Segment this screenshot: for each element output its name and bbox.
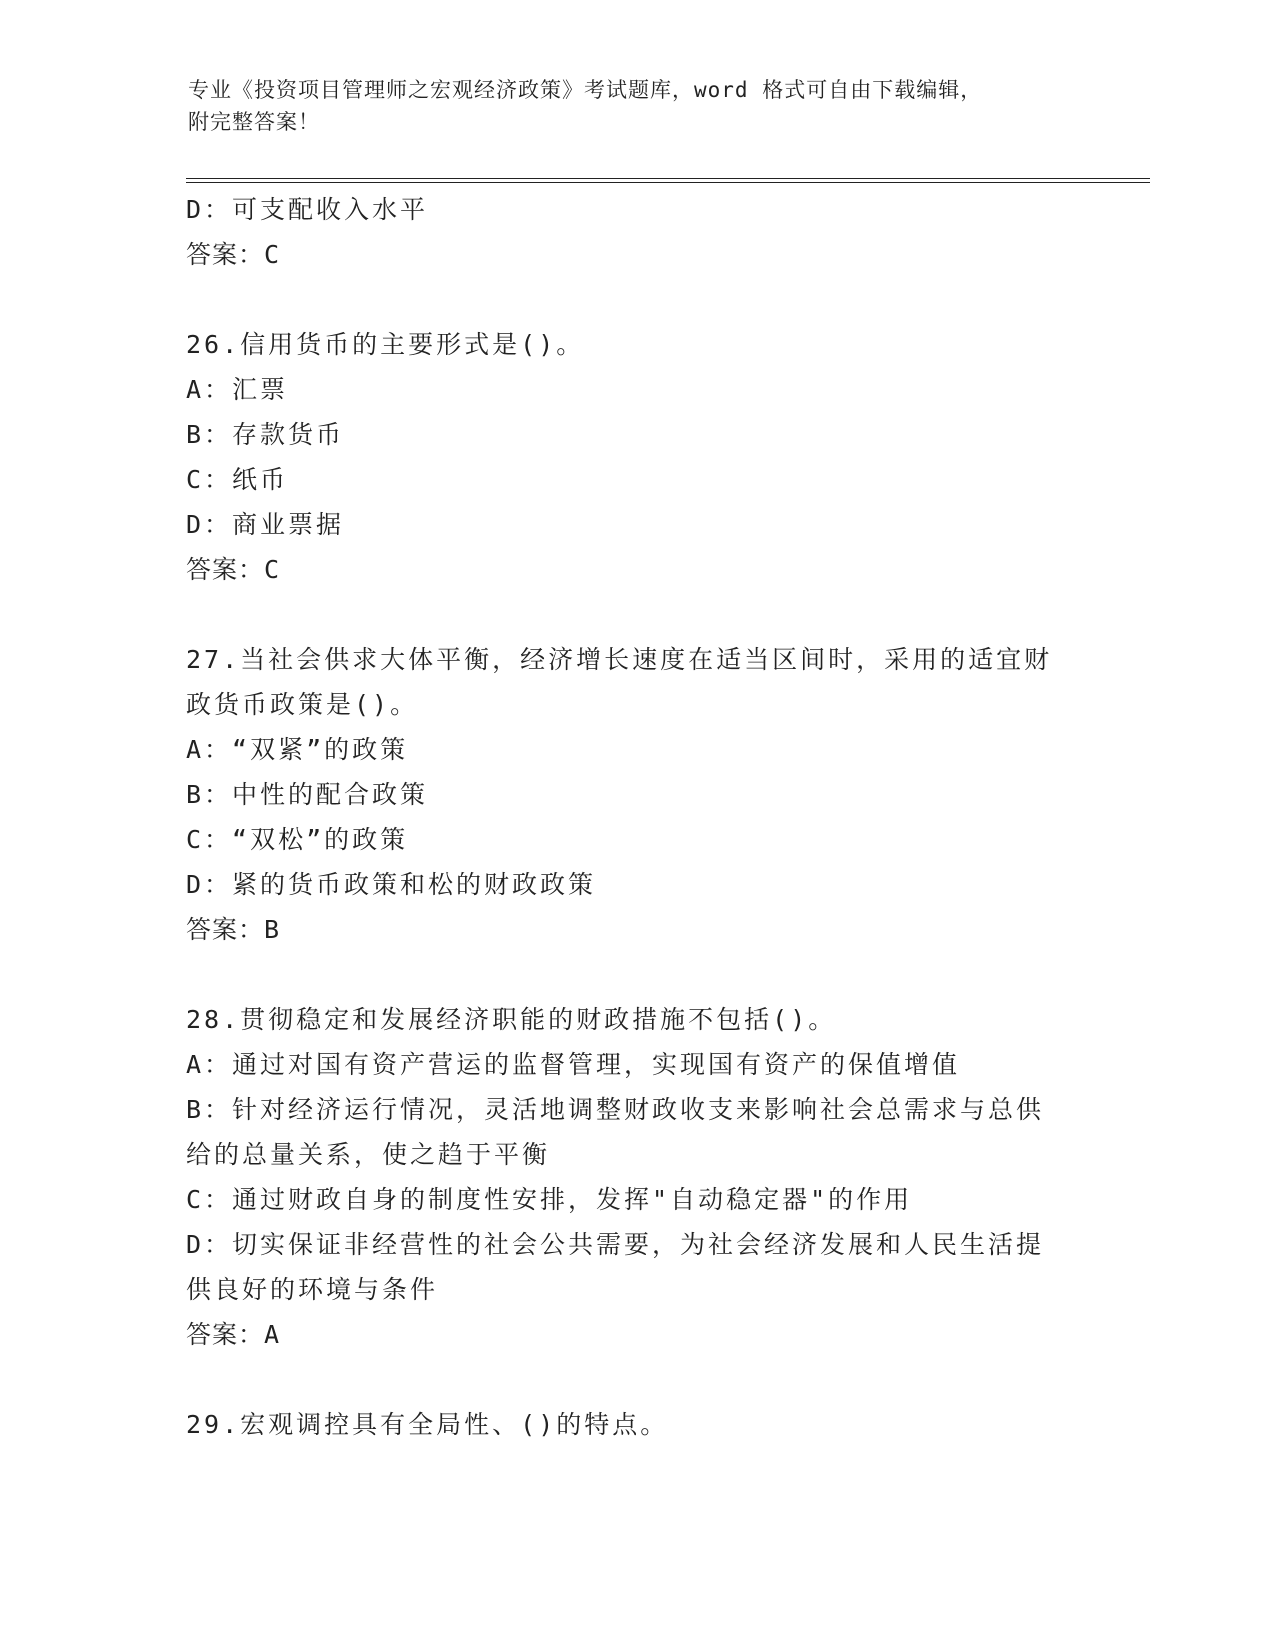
question-28-stem: 28.贯彻稳定和发展经济职能的财政措施不包括()。 (186, 1005, 837, 1034)
prev-option-d: D：可支配收入水平 (186, 195, 429, 224)
answer-label: 答案： (186, 1320, 265, 1349)
question-28-option-a: A：通过对国有资产营运的监督管理，实现国有资产的保值增值 (186, 1050, 961, 1079)
question-27-stem-line-2: 政货币政策是()。 (186, 690, 419, 719)
answer-label: 答案： (186, 915, 265, 944)
header-divider-bottom (186, 182, 1150, 183)
document-header (188, 74, 1088, 138)
question-26-option-c: C：纸币 (186, 465, 289, 494)
answer-value: C (264, 555, 281, 584)
question-26-answer (186, 554, 280, 586)
answer-value: A (264, 1320, 281, 1349)
header-line-2: 附完整答案！ (188, 110, 320, 134)
question-26-option-a: A：汇票 (186, 375, 289, 404)
question-28-option-d-line-2: 供良好的环境与条件 (186, 1275, 439, 1304)
question-26-stem: 26.信用货币的主要形式是()。 (186, 330, 585, 359)
question-26-option-b: B：存款货币 (186, 420, 345, 449)
header-line-1: 专业《投资项目管理师之宏观经济政策》考试题库，word 格式可自由下载编辑， (188, 78, 983, 102)
question-27-option-a: A：“双紧”的政策 (186, 735, 409, 764)
question-28-option-b-line-1: B：针对经济运行情况，灵活地调整财政收支来影响社会总需求与总供 (186, 1095, 1045, 1124)
question-26-option-d: D：商业票据 (186, 510, 345, 539)
question-28-option-b-line-2: 给的总量关系，使之趋于平衡 (186, 1140, 551, 1169)
question-27-option-b: B：中性的配合政策 (186, 780, 429, 809)
answer-label: 答案： (186, 240, 265, 269)
header-divider-top (186, 178, 1150, 179)
question-27-answer (186, 914, 280, 946)
prev-answer (186, 239, 280, 271)
question-28-option-d-line-1: D：切实保证非经营性的社会公共需要，为社会经济发展和人民生活提 (186, 1230, 1045, 1259)
question-27-stem-line-1: 27.当社会供求大体平衡，经济增长速度在适当区间时，采用的适宜财 (186, 645, 1053, 674)
question-29-stem: 29.宏观调控具有全局性、()的特点。 (186, 1410, 669, 1439)
question-27-option-d: D：紧的货币政策和松的财政政策 (186, 870, 597, 899)
answer-value: C (264, 240, 281, 269)
question-28-answer (186, 1319, 280, 1351)
question-27-option-c: C：“双松”的政策 (186, 825, 409, 854)
question-28-option-c: C：通过财政自身的制度性安排，发挥"自动稳定器"的作用 (186, 1185, 913, 1214)
answer-label: 答案： (186, 555, 265, 584)
answer-value: B (264, 915, 281, 944)
